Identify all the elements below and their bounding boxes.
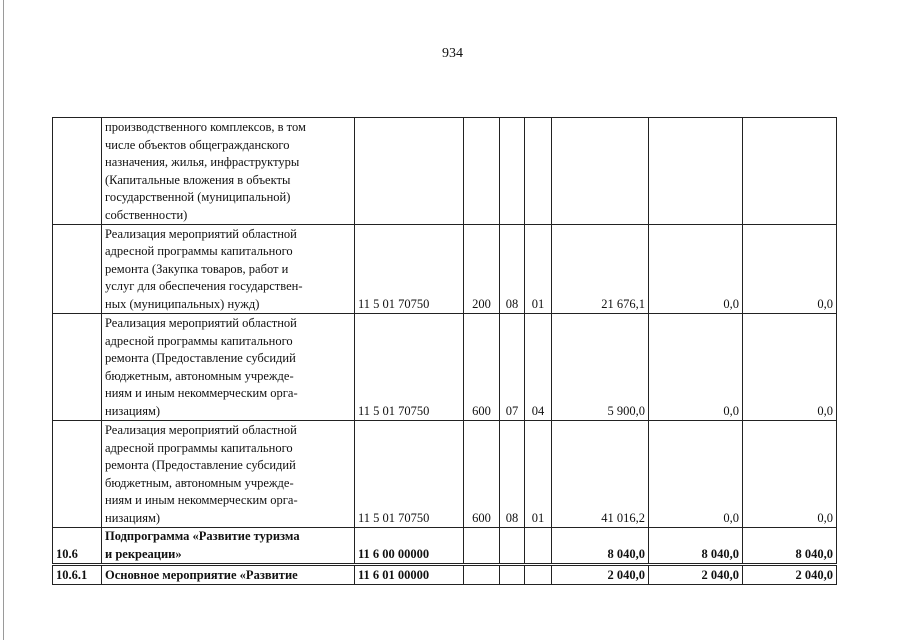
amount-year-2: 8 040,0 [649, 528, 743, 565]
amount-year-3 [743, 118, 837, 225]
expense-type [464, 118, 500, 225]
amount-year-1 [552, 118, 649, 225]
expense-type [464, 565, 500, 585]
subsection: 01 [525, 225, 552, 314]
amount-year-3: 8 040,0 [743, 528, 837, 565]
amount-year-1: 2 040,0 [552, 565, 649, 585]
section [500, 118, 525, 225]
row-index [53, 225, 102, 314]
section: 08 [500, 421, 525, 528]
table-row [53, 528, 837, 565]
row-description: производственного комплексов, в том числе объектов общегражданского назначения, жилья, инфраструктуры (Капитальные вложения в объекты государственной (муниципальной) собственности) [102, 118, 355, 225]
row-description: Реализация мероприятий областной адресной программы капитального ремонта (Предоставление субсидий бюджетным, автономным учрежде- ниям и иным некоммерческим орга- низациям) [102, 314, 355, 421]
row-index: 10.6 [53, 528, 102, 565]
row-index [53, 314, 102, 421]
table-row [53, 225, 837, 314]
subsection [525, 118, 552, 225]
amount-year-3: 2 040,0 [743, 565, 837, 585]
amount-year-3: 0,0 [743, 421, 837, 528]
row-description: Реализация мероприятий областной адресной программы капитального ремонта (Закупка товаров, работ и услуг для обеспечения государствен- ных (муниципальных) нужд) [102, 225, 355, 314]
amount-year-1: 5 900,0 [552, 314, 649, 421]
expense-type: 200 [464, 225, 500, 314]
amount-year-2: 0,0 [649, 314, 743, 421]
table-row [53, 118, 837, 225]
expense-type: 600 [464, 421, 500, 528]
row-index: 10.6.1 [53, 565, 102, 585]
subsection: 01 [525, 421, 552, 528]
subsection: 04 [525, 314, 552, 421]
subsection [525, 528, 552, 565]
target-code: 11 6 00 00000 [355, 528, 464, 565]
section [500, 528, 525, 565]
page-number: 934 [442, 46, 463, 61]
section: 08 [500, 225, 525, 314]
expense-type: 600 [464, 314, 500, 421]
amount-year-1: 8 040,0 [552, 528, 649, 565]
row-description: Подпрограмма «Развитие туризма и рекреации» [102, 528, 355, 565]
table-row [53, 314, 837, 421]
row-index [53, 118, 102, 225]
amount-year-2 [649, 118, 743, 225]
amount-year-2: 2 040,0 [649, 565, 743, 585]
target-code [355, 118, 464, 225]
table-row [53, 421, 837, 528]
target-code: 11 6 01 00000 [355, 565, 464, 585]
target-code: 11 5 01 70750 [355, 314, 464, 421]
page-edge-line [3, 0, 4, 640]
row-description: Реализация мероприятий областной адресной программы капитального ремонта (Предоставление субсидий бюджетным, автономным учрежде- ниям и иным некоммерческим орга- низациям) [102, 421, 355, 528]
expense-type [464, 528, 500, 565]
target-code: 11 5 01 70750 [355, 421, 464, 528]
amount-year-2: 0,0 [649, 421, 743, 528]
amount-year-2: 0,0 [649, 225, 743, 314]
amount-year-1: 41 016,2 [552, 421, 649, 528]
budget-table [52, 117, 837, 585]
section: 07 [500, 314, 525, 421]
row-index [53, 421, 102, 528]
amount-year-3: 0,0 [743, 314, 837, 421]
subsection [525, 565, 552, 585]
row-description: Основное мероприятие «Развитие [102, 565, 355, 585]
target-code: 11 5 01 70750 [355, 225, 464, 314]
amount-year-1: 21 676,1 [552, 225, 649, 314]
section [500, 565, 525, 585]
amount-year-3: 0,0 [743, 225, 837, 314]
table-row [53, 565, 837, 585]
